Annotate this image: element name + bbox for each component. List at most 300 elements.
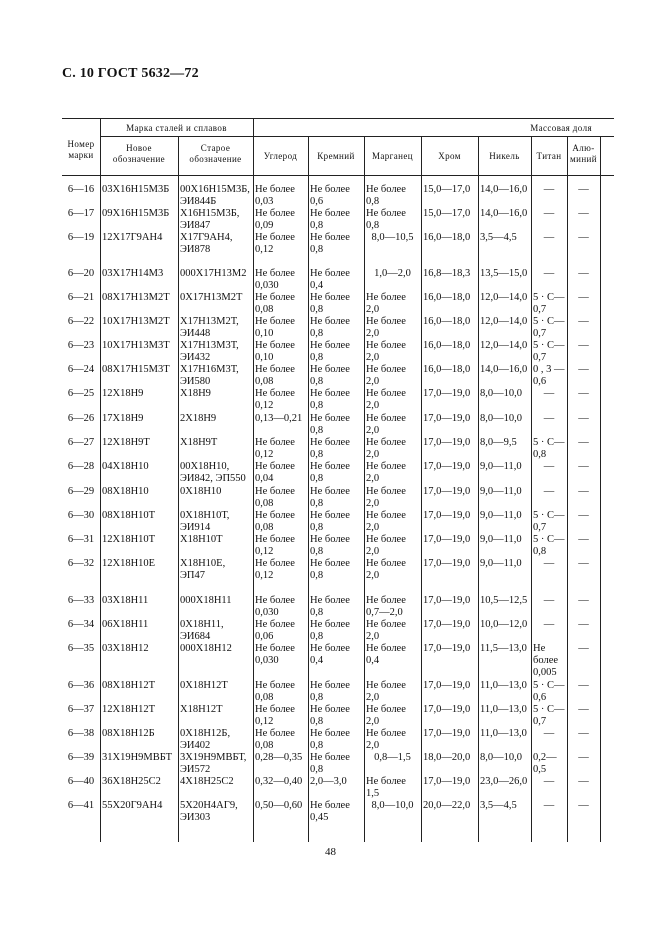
- cell-num: 6—41: [67, 800, 95, 811]
- cell-al: —: [578, 268, 589, 279]
- cell-new: 12Х17Г9АН4: [102, 232, 163, 243]
- cell-c: 0,09: [255, 220, 274, 231]
- cell-si: 0,8: [310, 328, 324, 339]
- cell-al: —: [578, 595, 589, 606]
- cell-new: 10Х17Н13М3Т: [102, 340, 170, 351]
- cell-al: —: [578, 704, 589, 715]
- cell-ni: 8,0—9,5: [480, 437, 517, 448]
- cell-cr: 15,0—17,0: [423, 208, 471, 219]
- cell-al: —: [578, 680, 589, 691]
- cell-si: Не более: [310, 752, 350, 763]
- cell-si: 2,0—3,0: [310, 776, 347, 787]
- column-rule: [600, 136, 601, 842]
- cell-mn: Не более: [366, 680, 406, 691]
- cell-ti: —: [543, 232, 555, 243]
- cell-cr: 17,0—19,0: [423, 728, 471, 739]
- cell-c: 0,08: [255, 692, 274, 703]
- cell-si: 0,8: [310, 425, 324, 436]
- header-manganese: Марганец: [371, 151, 413, 161]
- cell-new: 36Х18Н25С2: [102, 776, 161, 787]
- cell-ti: —: [543, 268, 555, 279]
- cell-ti: —: [543, 728, 555, 739]
- cell-old: Х17Н13М3Т,: [180, 340, 239, 351]
- column-rule: [308, 136, 309, 842]
- cell-new: 08Х17Н13М2Т: [102, 292, 170, 303]
- cell-si: 0,8: [310, 522, 324, 533]
- cell-ti: 5 · С—: [533, 437, 565, 448]
- cell-c: Не более: [255, 388, 295, 399]
- cell-mn: Не более: [366, 558, 406, 569]
- cell-mn: 0,8: [366, 220, 380, 231]
- cell-mn: Не более: [366, 643, 406, 654]
- cell-si: 0,8: [310, 304, 324, 315]
- cell-old: 0Х18Н10Т,: [180, 510, 230, 521]
- cell-ti: 5 · С—: [533, 534, 565, 545]
- cell-ti: —: [543, 558, 555, 569]
- cell-ni: 14,0—16,0: [480, 184, 528, 195]
- cell-ti: —: [543, 776, 555, 787]
- header-number: Номер марки: [67, 139, 95, 160]
- cell-ni: 11,0—13,0: [480, 728, 527, 739]
- cell-old: Х16Н15М3Б,: [180, 208, 240, 219]
- cell-mn: 2,0: [366, 304, 380, 315]
- cell-old: Х17Н13М2Т,: [180, 316, 239, 327]
- cell-cr: 16,0—18,0: [423, 316, 471, 327]
- cell-ti: 0 , 3 —: [533, 364, 565, 375]
- cell-mn: 2,0: [366, 498, 380, 509]
- cell-ni: 12,0—14,0: [480, 340, 528, 351]
- page-number: 48: [325, 846, 336, 858]
- cell-si: Не более: [310, 704, 350, 715]
- cell-old: 4Х18Н25С2: [180, 776, 234, 787]
- cell-c: 0,030: [255, 655, 279, 666]
- cell-mn: Не более: [366, 364, 406, 375]
- cell-cr: 17,0—19,0: [423, 558, 471, 569]
- header-new: Новое обозначение: [112, 143, 166, 164]
- cell-ti: 5 · С—: [533, 292, 565, 303]
- cell-si: Не более: [310, 486, 350, 497]
- cell-al: —: [578, 510, 589, 521]
- cell-old: Х17Н16М3Т,: [180, 364, 239, 375]
- cell-c: Не более: [255, 208, 295, 219]
- cell-ni: 8,0—10,0: [480, 388, 522, 399]
- cell-new: 03Х18Н12: [102, 643, 149, 654]
- cell-ni: 9,0—11,0: [480, 558, 522, 569]
- header-titanium: Титан: [536, 151, 562, 161]
- cell-c: 0,030: [255, 280, 279, 291]
- cell-mn: 8,0—10,5: [371, 232, 414, 243]
- cell-si: Не более: [310, 208, 350, 219]
- cell-num: 6—21: [67, 292, 95, 303]
- cell-ni: 14,0—16,0: [480, 208, 528, 219]
- cell-ni: 11,0—13,0: [480, 704, 527, 715]
- cell-old: 00Х18Н10,: [180, 461, 230, 472]
- cell-ti: 5 · С—: [533, 316, 565, 327]
- cell-cr: 16,0—18,0: [423, 232, 471, 243]
- cell-c: 0,10: [255, 352, 274, 363]
- cell-cr: 17,0—19,0: [423, 461, 471, 472]
- cell-si: 0,8: [310, 352, 324, 363]
- cell-new: 08Х17Н15М3Т: [102, 364, 170, 375]
- cell-old: Х18Н9: [180, 388, 211, 399]
- cell-new: 03Х17Н14М3: [102, 268, 164, 279]
- cell-ti: —: [543, 800, 555, 811]
- cell-si: Не более: [310, 595, 350, 606]
- cell-si: 0,8: [310, 716, 324, 727]
- cell-ti: —: [543, 413, 555, 424]
- cell-old: 000Х17Н13М2: [180, 268, 247, 279]
- header-grade-group: Марка сталей и сплавов: [126, 123, 227, 133]
- column-rule: [478, 136, 479, 842]
- cell-ni: 14,0—16,0: [480, 364, 528, 375]
- cell-num: 6—32: [67, 558, 95, 569]
- cell-old: Х18Н12Т: [180, 704, 223, 715]
- cell-si: 0,8: [310, 220, 324, 231]
- cell-ni: 11,5—13,0: [480, 643, 527, 654]
- cell-mn: Не более: [366, 208, 406, 219]
- cell-num: 6—30: [67, 510, 95, 521]
- cell-mn: 2,0: [366, 352, 380, 363]
- column-rule: [421, 136, 422, 842]
- cell-ti: 0,2—: [533, 752, 557, 763]
- cell-mn: 2,0: [366, 522, 380, 533]
- cell-old: Х18Н10Е,: [180, 558, 226, 569]
- cell-c: Не более: [255, 643, 295, 654]
- cell-ni: 9,0—11,0: [480, 510, 522, 521]
- cell-ti: 0,7: [533, 522, 547, 533]
- cell-si: 0,8: [310, 376, 324, 387]
- cell-old: ЭИ448: [180, 328, 211, 339]
- cell-al: —: [578, 316, 589, 327]
- cell-num: 6—23: [67, 340, 95, 351]
- cell-cr: 17,0—19,0: [423, 510, 471, 521]
- cell-old: ЭИ844Б: [180, 196, 217, 207]
- cell-new: 06Х18Н11: [102, 619, 149, 630]
- cell-new: 31Х19Н9МВБТ: [102, 752, 173, 763]
- cell-old: ЭИ303: [180, 812, 211, 823]
- cell-ni: 9,0—11,0: [480, 461, 522, 472]
- cell-c: 0,50—0,60: [255, 800, 303, 811]
- cell-mn: Не более: [366, 437, 406, 448]
- cell-c: 0,10: [255, 328, 274, 339]
- cell-si: Не более: [310, 292, 350, 303]
- cell-new: 03Х16Н15М3Б: [102, 184, 170, 195]
- cell-si: 0,8: [310, 244, 324, 255]
- cell-al: —: [578, 534, 589, 545]
- cell-old: ЭИ402: [180, 740, 211, 751]
- cell-old: 000Х18Н11: [180, 595, 232, 606]
- cell-ti: 0,7: [533, 716, 547, 727]
- cell-old: ЭИ432: [180, 352, 211, 363]
- cell-si: 0,4: [310, 655, 324, 666]
- cell-c: Не более: [255, 728, 295, 739]
- cell-mn: Не более: [366, 619, 406, 630]
- cell-si: Не более: [310, 800, 350, 811]
- cell-new: 03Х18Н11: [102, 595, 149, 606]
- cell-al: —: [578, 461, 589, 472]
- cell-new: 08Х18Н12Т: [102, 680, 156, 691]
- cell-ti: —: [543, 184, 555, 195]
- cell-c: Не более: [255, 558, 295, 569]
- cell-cr: 17,0—19,0: [423, 413, 471, 424]
- cell-si: 0,8: [310, 449, 324, 460]
- cell-mn: Не более: [366, 704, 406, 715]
- cell-c: 0,08: [255, 740, 274, 751]
- cell-c: Не более: [255, 461, 295, 472]
- cell-al: —: [578, 776, 589, 787]
- cell-si: 0,8: [310, 498, 324, 509]
- cell-si: Не более: [310, 437, 350, 448]
- cell-ti: Не: [533, 643, 546, 654]
- cell-al: —: [578, 292, 589, 303]
- cell-si: Не более: [310, 413, 350, 424]
- cell-cr: 16,0—18,0: [423, 364, 471, 375]
- cell-c: Не более: [255, 268, 295, 279]
- cell-si: 0,8: [310, 570, 324, 581]
- cell-old: Х18Н10Т: [180, 534, 223, 545]
- cell-num: 6—29: [67, 486, 95, 497]
- cell-mn: 2,0: [366, 376, 380, 387]
- table-top-rule: [62, 118, 614, 119]
- cell-num: 6—34: [67, 619, 95, 630]
- cell-si: Не более: [310, 268, 350, 279]
- cell-ti: 0,8: [533, 546, 547, 557]
- cell-si: 0,6: [310, 196, 324, 207]
- cell-si: Не более: [310, 232, 350, 243]
- cell-num: 6—39: [67, 752, 95, 763]
- header-chromium: Хром: [438, 151, 461, 161]
- cell-cr: 17,0—19,0: [423, 534, 471, 545]
- cell-c: 0,06: [255, 631, 274, 642]
- cell-num: 6—38: [67, 728, 95, 739]
- cell-mn: Не более: [366, 292, 406, 303]
- cell-ni: 10,5—12,5: [480, 595, 528, 606]
- cell-al: —: [578, 232, 589, 243]
- cell-si: Не более: [310, 510, 350, 521]
- cell-old: ЭИ572: [180, 764, 211, 775]
- cell-old: 0Х18Н12Б,: [180, 728, 231, 739]
- cell-si: Не более: [310, 728, 350, 739]
- cell-ti: 0,005: [533, 667, 557, 678]
- cell-si: 0,8: [310, 692, 324, 703]
- cell-c: 0,13—0,21: [255, 413, 303, 424]
- cell-ni: 13,5—15,0: [480, 268, 528, 279]
- cell-ti: 0,7: [533, 328, 547, 339]
- cell-ti: —: [543, 461, 555, 472]
- cell-ni: 8,0—10,0: [480, 413, 522, 424]
- cell-num: 6—19: [67, 232, 95, 243]
- cell-new: 17Х18Н9: [102, 413, 144, 424]
- cell-c: 0,030: [255, 607, 279, 618]
- column-rule: [178, 136, 179, 842]
- cell-new: 12Х18Н10Т: [102, 534, 156, 545]
- cell-mn: 2,0: [366, 631, 380, 642]
- cell-ti: —: [543, 388, 555, 399]
- cell-ti: более: [533, 655, 559, 666]
- cell-old: 0Х18Н11,: [180, 619, 224, 630]
- cell-si: 0,8: [310, 764, 324, 775]
- cell-si: 0,45: [310, 812, 329, 823]
- cell-al: —: [578, 558, 589, 569]
- cell-si: Не более: [310, 184, 350, 195]
- cell-new: 12Х18Н9Т: [102, 437, 150, 448]
- cell-mn: Не более: [366, 413, 406, 424]
- cell-c: Не более: [255, 292, 295, 303]
- cell-ni: 10,0—12,0: [480, 619, 528, 630]
- cell-si: Не более: [310, 619, 350, 630]
- cell-al: —: [578, 388, 589, 399]
- cell-c: Не более: [255, 340, 295, 351]
- cell-ti: 0,8: [533, 449, 547, 460]
- cell-mn: 1,0—2,0: [374, 268, 411, 279]
- cell-c: 0,04: [255, 473, 274, 484]
- cell-c: 0,08: [255, 498, 274, 509]
- cell-cr: 18,0—20,0: [423, 752, 471, 763]
- cell-old: 000Х18Н12: [180, 643, 232, 654]
- page-header: С. 10 ГОСТ 5632—72: [62, 66, 199, 81]
- cell-si: Не более: [310, 364, 350, 375]
- cell-si: Не более: [310, 340, 350, 351]
- cell-si: Не более: [310, 316, 350, 327]
- header-aluminum: Алю-миний: [570, 143, 597, 164]
- cell-mn: 0,4: [366, 655, 380, 666]
- cell-mn: 2,0: [366, 692, 380, 703]
- cell-si: Не более: [310, 643, 350, 654]
- cell-c: 0,32—0,40: [255, 776, 303, 787]
- cell-cr: 17,0—19,0: [423, 680, 471, 691]
- cell-new: 12Х18Н12Т: [102, 704, 156, 715]
- cell-old: 0Х18Н12Т: [180, 680, 228, 691]
- cell-mn: 0,8—1,5: [374, 752, 411, 763]
- cell-c: 0,12: [255, 546, 274, 557]
- cell-al: —: [578, 619, 589, 630]
- cell-al: —: [578, 413, 589, 424]
- cell-old: ЭИ847: [180, 220, 211, 231]
- cell-new: 08Х18Н10Т: [102, 510, 156, 521]
- cell-mn: Не более: [366, 340, 406, 351]
- cell-cr: 17,0—19,0: [423, 643, 471, 654]
- cell-al: —: [578, 752, 589, 763]
- header-old: Старое обозначение: [189, 143, 242, 164]
- cell-mn: 2,0: [366, 473, 380, 484]
- cell-c: Не более: [255, 437, 295, 448]
- cell-c: Не более: [255, 510, 295, 521]
- cell-mn: 2,0: [366, 449, 380, 460]
- cell-c: Не более: [255, 232, 295, 243]
- cell-al: —: [578, 728, 589, 739]
- cell-cr: 17,0—19,0: [423, 486, 471, 497]
- cell-mn: Не более: [366, 184, 406, 195]
- cell-ti: —: [543, 486, 555, 497]
- header-carbon: Углерод: [263, 151, 298, 161]
- cell-cr: 16,0—18,0: [423, 292, 471, 303]
- cell-c: Не более: [255, 316, 295, 327]
- cell-mn: Не более: [366, 486, 406, 497]
- cell-si: 0,4: [310, 280, 324, 291]
- cell-mn: Не более: [366, 776, 406, 787]
- cell-al: —: [578, 800, 589, 811]
- header-silicon: Кремний: [317, 151, 355, 161]
- cell-num: 6—26: [67, 413, 95, 424]
- cell-new: 04Х18Н10: [102, 461, 149, 472]
- cell-c: Не более: [255, 595, 295, 606]
- cell-mn: Не более: [366, 388, 406, 399]
- cell-old: 2Х18Н9: [180, 413, 217, 424]
- cell-cr: 17,0—19,0: [423, 437, 471, 448]
- cell-num: 6—36: [67, 680, 95, 691]
- cell-new: 08Х18Н12Б: [102, 728, 155, 739]
- cell-al: —: [578, 364, 589, 375]
- cell-mn: Не более: [366, 461, 406, 472]
- cell-old: Х18Н9Т: [180, 437, 218, 448]
- cell-c: Не более: [255, 704, 295, 715]
- cell-mn: 0,8: [366, 196, 380, 207]
- cell-num: 6—40: [67, 776, 95, 787]
- cell-ti: 5 · С—: [533, 704, 565, 715]
- cell-old: ЭИ878: [180, 244, 211, 255]
- cell-c: 0,12: [255, 244, 274, 255]
- cell-c: 0,28—0,35: [255, 752, 303, 763]
- cell-num: 6—24: [67, 364, 95, 375]
- cell-num: 6—25: [67, 388, 95, 399]
- cell-cr: 15,0—17,0: [423, 184, 471, 195]
- cell-num: 6—35: [67, 643, 95, 654]
- cell-al: —: [578, 643, 589, 654]
- column-rule: [253, 118, 254, 842]
- cell-mn: Не более: [366, 728, 406, 739]
- cell-si: 0,8: [310, 740, 324, 751]
- cell-old: 5Х20Н4АГ9,: [180, 800, 238, 811]
- cell-num: 6—31: [67, 534, 95, 545]
- cell-new: 10Х17Н13М2Т: [102, 316, 170, 327]
- cell-c: 0,12: [255, 716, 274, 727]
- cell-si: 0,8: [310, 400, 324, 411]
- cell-c: 0,12: [255, 400, 274, 411]
- cell-ti: 0,7: [533, 304, 547, 315]
- cell-old: ЭИ914: [180, 522, 211, 533]
- cell-mn: Не более: [366, 316, 406, 327]
- cell-mn: 2,0: [366, 716, 380, 727]
- cell-old: Х17Г9АН4,: [180, 232, 233, 243]
- cell-mn: Не более: [366, 510, 406, 521]
- cell-c: Не более: [255, 184, 295, 195]
- cell-ti: —: [543, 208, 555, 219]
- cell-num: 6—27: [67, 437, 95, 448]
- cell-si: Не более: [310, 388, 350, 399]
- cell-ni: 9,0—11,0: [480, 534, 522, 545]
- cell-al: —: [578, 437, 589, 448]
- cell-old: 3Х19Н9МВБТ,: [180, 752, 247, 763]
- cell-ni: 23,0—26,0: [480, 776, 528, 787]
- cell-mn: 2,0: [366, 425, 380, 436]
- cell-cr: 17,0—19,0: [423, 595, 471, 606]
- cell-ni: 3,5—4,5: [480, 232, 517, 243]
- cell-num: 6—33: [67, 595, 95, 606]
- cell-c: 0,03: [255, 196, 274, 207]
- cell-si: 0,8: [310, 631, 324, 642]
- cell-ni: 12,0—14,0: [480, 292, 528, 303]
- cell-ni: 12,0—14,0: [480, 316, 528, 327]
- column-rule: [100, 118, 101, 842]
- cell-num: 6—22: [67, 316, 95, 327]
- cell-mn: 2,0: [366, 570, 380, 581]
- cell-old: ЭП47: [180, 570, 206, 581]
- cell-ti: 5 · С—: [533, 340, 565, 351]
- cell-ti: 5 · С—: [533, 680, 565, 691]
- cell-cr: 16,0—18,0: [423, 340, 471, 351]
- cell-cr: 17,0—19,0: [423, 388, 471, 399]
- cell-si: Не более: [310, 680, 350, 691]
